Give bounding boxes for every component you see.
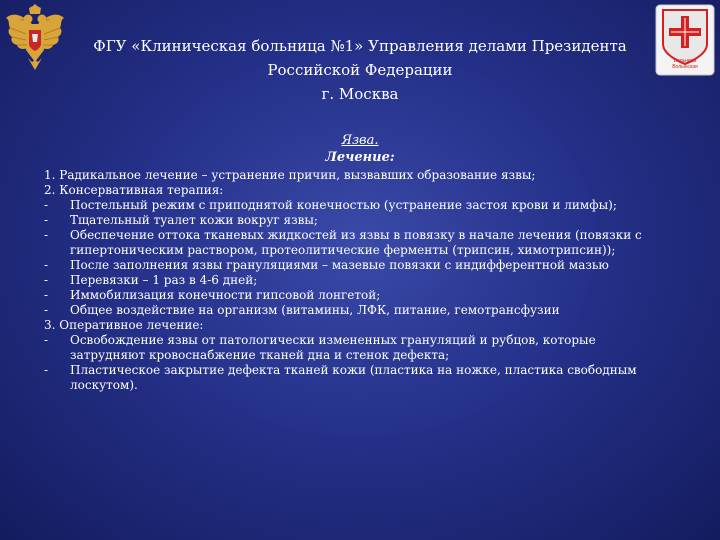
topic-heading [260, 132, 460, 166]
list-item-text: гипертоническим раствором, протеолитические ферменты (трипсин, химотрипсин)); [70, 243, 616, 257]
topic-subtitle: Лечение: [325, 150, 395, 165]
seal-caption-line2: Волынская [672, 64, 698, 70]
bullet-dash: - [44, 228, 49, 242]
seal-caption [655, 58, 715, 70]
list-item [44, 333, 716, 363]
list-item [44, 363, 716, 393]
bullet-dash: - [44, 198, 49, 212]
bullet-dash: - [44, 273, 49, 287]
surgical-list [44, 333, 716, 393]
list-item-text: Обеспечение оттока тканевых жидкостей из язвы в повязку в начале лечения (повязки с [70, 228, 642, 242]
seal-caption-line1: Больница [673, 58, 697, 64]
header-line2: Российской Федерации [267, 61, 453, 79]
list-item-text: Тщательный туалет кожи вокруг язвы; [70, 213, 318, 227]
section-radical: 1. Радикальное лечение – устранение причин, вызвавших образование язвы; [44, 168, 536, 182]
list-item-text: После заполнения язвы грануляциями – мазевые повязки с индифферентной мазью [70, 258, 609, 272]
header-line1: ФГУ «Клиническая больница №1» Управления делами Президента [93, 37, 627, 55]
bullet-dash: - [44, 303, 49, 317]
section-conservative: 2. Консервативная терапия: [44, 183, 224, 197]
conservative-list [44, 198, 716, 318]
list-item [44, 303, 716, 318]
topic-title: Язва. [341, 133, 379, 148]
bullet-dash: - [44, 213, 49, 227]
double-headed-eagle-emblem-icon [4, 4, 66, 74]
list-item [44, 258, 716, 273]
bullet-dash: - [44, 258, 49, 272]
list-item-text: Иммобилизация конечности гипсовой лонгетой; [70, 288, 381, 302]
bullet-dash: - [44, 288, 49, 302]
list-item [44, 288, 716, 303]
list-item [44, 198, 716, 213]
list-item [44, 213, 716, 228]
list-item-text: Общее воздействие на организм (витамины, ЛФК, питание, гемотрансфузии [70, 303, 560, 317]
list-item [44, 273, 716, 288]
list-item-text: Постельный режим с приподнятой конечностью (устранение застоя крови и лимфы); [70, 198, 617, 212]
hospital-seal [655, 4, 715, 76]
institution-header [70, 34, 650, 106]
list-item-text: затрудняют кровоснабжение тканей дна и стенок дефекта; [70, 348, 450, 362]
treatment-content [44, 168, 716, 393]
list-item-text: Пластическое закрытие дефекта тканей кожи (пластика на ножке, пластика свободным [70, 363, 637, 377]
list-item-text: Освобождение язвы от патологически измененных грануляций и рубцов, которые [70, 333, 596, 347]
bullet-dash: - [44, 333, 49, 347]
section-surgical: 3. Оперативное лечение: [44, 318, 204, 332]
list-item [44, 228, 716, 258]
header-line3: г. Москва [321, 85, 399, 103]
list-item-text: Перевязки – 1 раз в 4-6 дней; [70, 273, 258, 287]
list-item-text: лоскутом). [70, 378, 138, 392]
bullet-dash: - [44, 363, 49, 377]
